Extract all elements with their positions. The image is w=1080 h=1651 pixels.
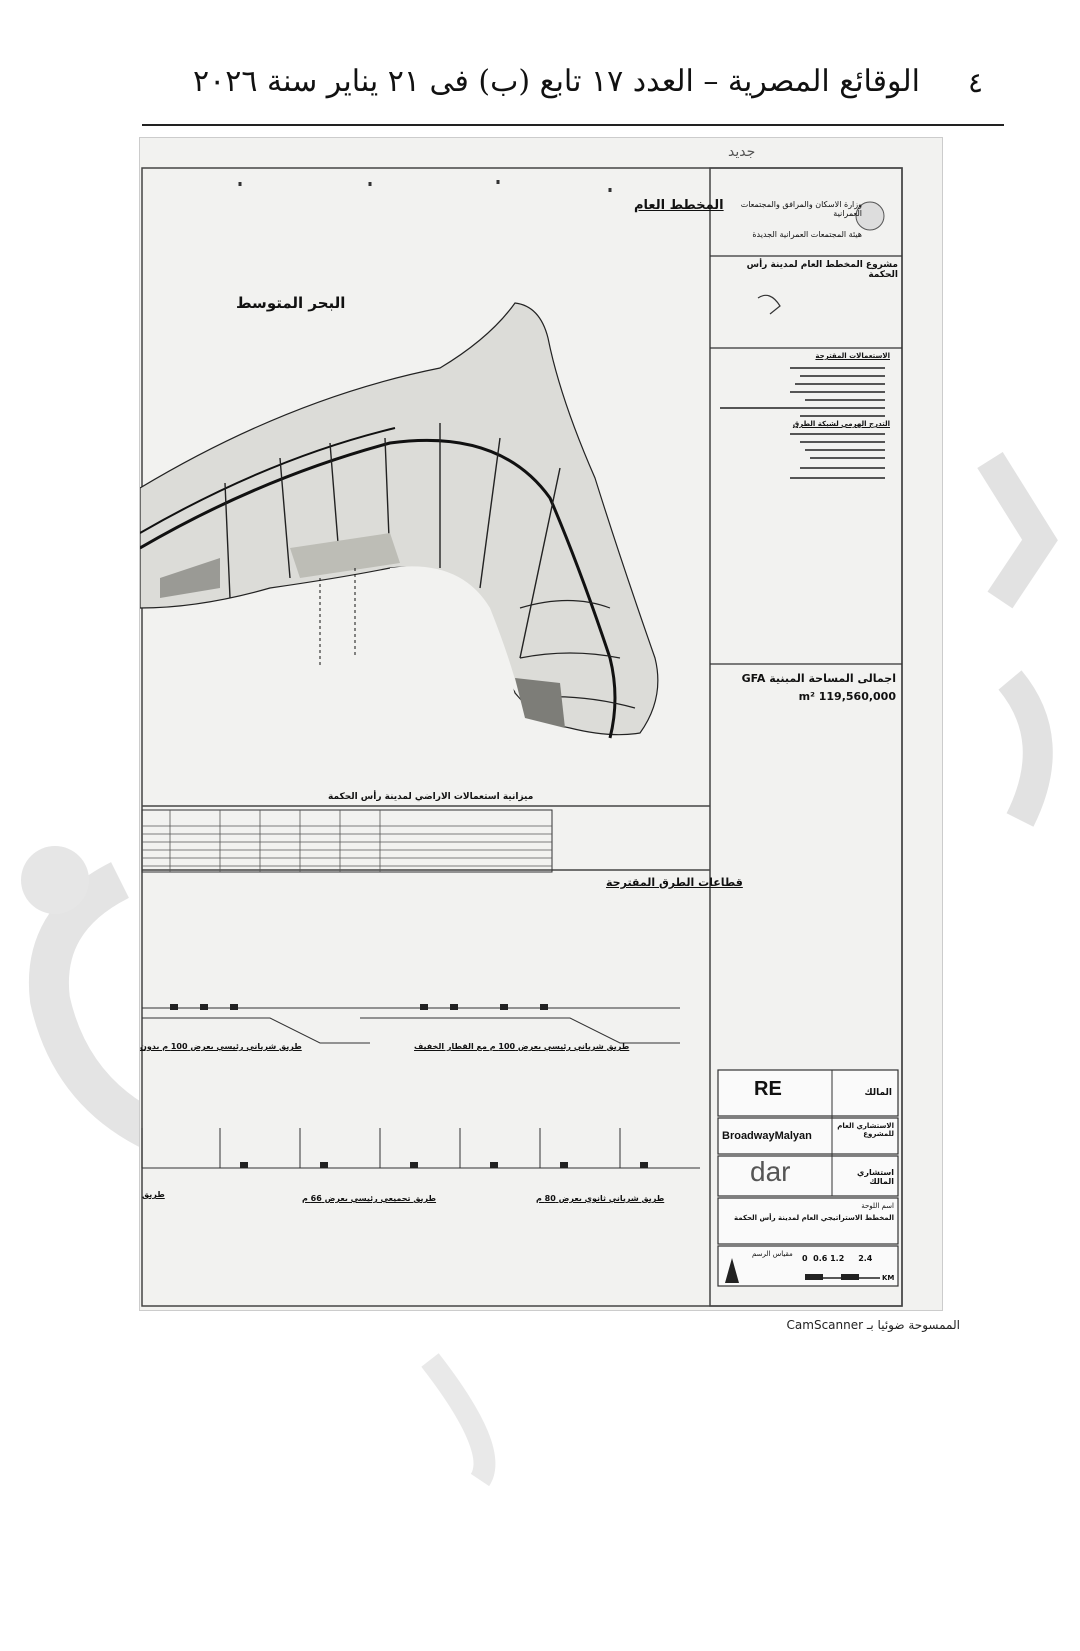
map-title: المخطط العام [634, 198, 724, 213]
sea-label: البحر المتوسط [236, 294, 346, 312]
ministry-line-1: وزارة الاسكان والمرافق والمجتمعات العمرانية [740, 200, 862, 218]
scale-ticks: 0 0.6 1.2 2.4 [802, 1254, 873, 1263]
master-plan-map [140, 138, 942, 1310]
general-consultant-label: الاستشاري العام للمشروع [837, 1122, 894, 1138]
dar-logo: dar [750, 1156, 791, 1187]
running-title: الوقائع المصرية – العدد ١٧ تابع (ب) فى ٢١ يناير سنة ٢٠٢٦ [193, 64, 920, 99]
header-rule [142, 124, 1004, 126]
re-logo: RE [754, 1078, 782, 1100]
gfa-label: اجمالى المساحة المبنية GFA [741, 672, 896, 685]
ministry-line-2: هيئة المجتمعات العمرانية الجديدة [752, 230, 862, 239]
owner-label: المالك [864, 1088, 892, 1098]
road-sections-title: قطاعات الطرق المقترحة [606, 876, 743, 889]
handwritten-note: جديد [728, 144, 756, 160]
land-budget-title: ميزانية استعمالات الاراضي لمدينة رأس الحكمة [328, 792, 534, 802]
consultant-label: استشاري المالك [857, 1168, 894, 1186]
legend-heading-uses: الاستعمالات المقترحة [815, 352, 890, 360]
scale-unit: KM [882, 1274, 895, 1282]
legend-heading-roads: التدرج الهرمي لشبكة الطرق [792, 420, 890, 428]
road-sections [142, 1008, 700, 1168]
scale-label: مقياس الرسم [752, 1250, 793, 1258]
drawing-name-label: اسم اللوحة [861, 1202, 894, 1210]
road-caption-5: طريق [142, 1190, 165, 1199]
land-budget-table [142, 810, 552, 872]
page-number: ٤ [968, 66, 984, 99]
gfa-value: m² 119,560,000 [798, 690, 896, 703]
road-caption-3: طريق شرياني ثانوي بعرض 80 م [536, 1194, 665, 1203]
scan-caption: الممسوحة ضوئيا بـ CamScanner [786, 1318, 960, 1332]
road-caption-2: طريق شرياني رئيسي بعرض 100 م بدون [140, 1042, 302, 1051]
broadway-malyan-logo: BroadwayMalyan [722, 1130, 812, 1142]
master-plan-plate [140, 138, 942, 1310]
road-caption-4: طريق تجميعي رئيسي بعرض 66 م [302, 1194, 437, 1203]
road-caption-1: طريق شرياني رئيسي بعرض 100 م مع القطار الخفيف [414, 1042, 630, 1051]
page-header [0, 0, 1080, 130]
drawing-name: المخطط الاستراتيجي العام لمدينة رأس الحكمة [734, 1214, 894, 1222]
project-title: مشروع المخطط العام لمدينة رأس الحكمة [746, 260, 898, 280]
